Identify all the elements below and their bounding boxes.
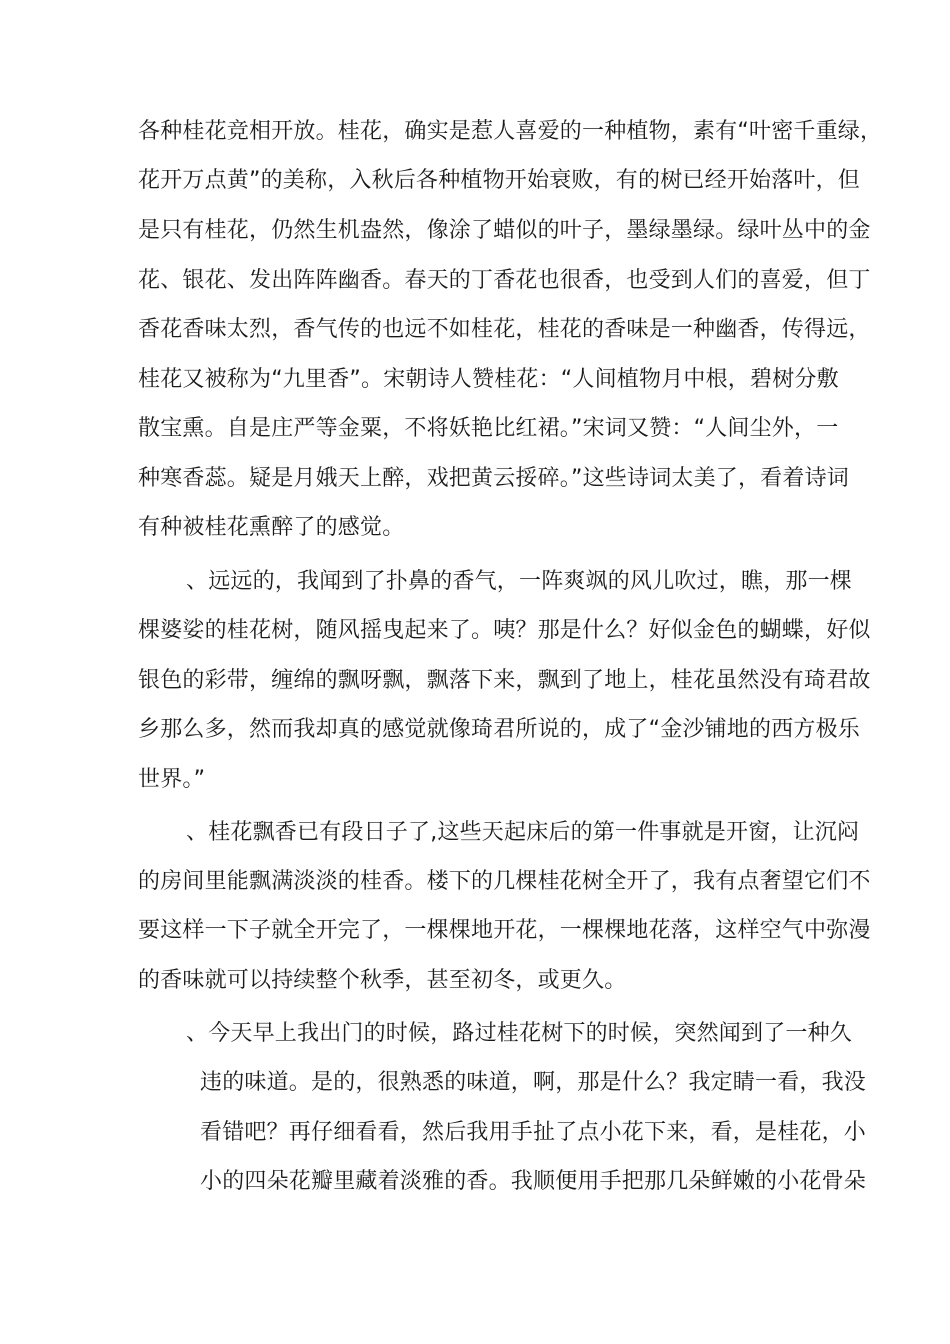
text-line: 花、银花、发出阵阵幽香。春天的丁香花也很香，也受到人们的喜爱，但丁 (138, 268, 871, 293)
text-line: 的房间里能飘满淡淡的桂香。楼下的几棵桂花树全开了，我有点奢望它们不 (138, 869, 871, 894)
text-line: 、远远的，我闻到了扑鼻的香气，一阵爽飒的风儿吹过，瞧，那一棵 (186, 569, 853, 594)
text-line: 乡那么多，然而我却真的感觉就像琦君所说的，成了“金沙铺地的西方极乐 (138, 717, 860, 742)
text-line: 是只有桂花，仍然生机盎然，像涂了蜡似的叶子，墨绿墨绿。绿叶丛中的金 (138, 218, 871, 243)
text-line: 香花香味太烈，香气传的也远不如桂花，桂花的香味是一种幽香，传得远， (138, 317, 871, 342)
text-line: 种寒香蕊。疑是月娥天上醉，戏把黄云挼碎。”这些诗词太美了，看着诗词 (138, 466, 849, 491)
text-line: 有种被桂花熏醉了的感觉。 (138, 515, 405, 540)
text-line: 要这样一下子就全开完了，一棵棵地开花，一棵棵地花落，这样空气中弥漫 (138, 918, 871, 943)
text-line: 银色的彩带，缠绵的飘呀飘，飘落下来，飘到了地上，桂花虽然没有琦君故 (138, 668, 871, 693)
text-line: 散宝熏。自是庄严等金粟，不将妖艳比红裙。”宋词又赞：“人间尘外，一 (138, 416, 839, 441)
text-line: 花开万点黄”的美称，入秋后各种植物开始衰败，有的树已经开始落叶，但 (138, 168, 860, 193)
text-line: 、今天早上我出门的时候，路过桂花树下的时候，突然闻到了一种久 (186, 1021, 853, 1046)
text-line: 小的四朵花瓣里藏着淡雅的香。我顺便用手把那几朵鲜嫩的小花骨朵 (200, 1169, 867, 1194)
text-line: 、桂花飘香已有段日子了,这些天起床后的第一件事就是开窗，让沉闷 (186, 820, 860, 845)
text-line: 桂花又被称为“九里香”。宋朝诗人赞桂花：“人间植物月中根，碧树分敷 (138, 367, 839, 392)
text-line: 各种桂花竞相开放。桂花，确实是惹人喜爱的一种植物，素有“叶密千重绿， (138, 119, 883, 144)
text-line: 世界。” (138, 767, 206, 792)
text-line: 的香味就可以持续整个秋季，甚至初冬，或更久。 (138, 968, 627, 993)
text-line: 棵婆娑的桂花树，随风摇曳起来了。咦？那是什么？好似金色的蝴蝶，好似 (138, 618, 871, 643)
text-line: 违的味道。是的，很熟悉的味道，啊，那是什么？我定睛一看，我没 (200, 1070, 867, 1095)
text-line: 看错吧？再仔细看看，然后我用手扯了点小花下来，看，是桂花，小 (200, 1120, 867, 1145)
